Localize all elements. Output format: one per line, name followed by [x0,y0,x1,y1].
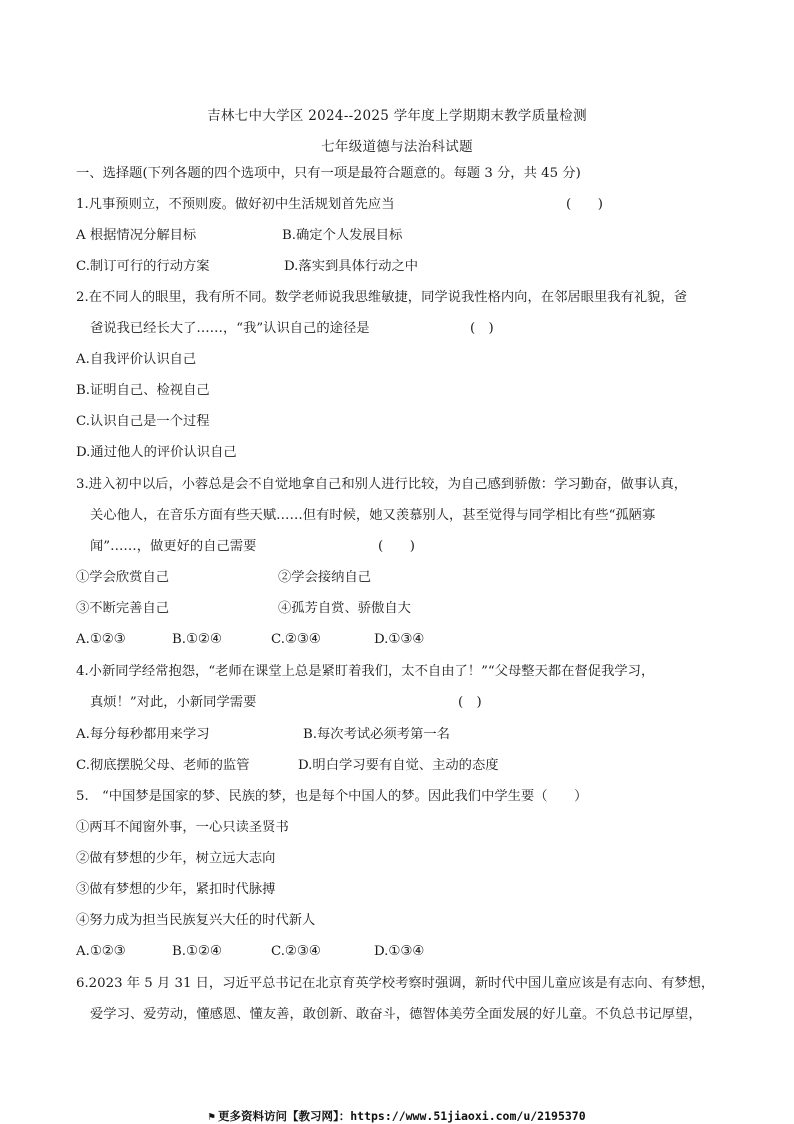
q2-option-a: A.自我评价认识自己 [76,352,197,367]
q2-option-b: B.证明自己、检视自己 [76,383,210,398]
q3-stem-line3: 闻”……，做更好的自己需要 [90,539,257,554]
q3-option-d: D.①③④ [374,632,425,647]
q1-option-c: C.制订可行的行动方案 [76,259,210,274]
q2-option-d: D.通过他人的评价认识自己 [76,445,237,460]
q4-stem-line1: 4.小新同学经常抱怨，“老师在课堂上总是紧盯着我们，太不自由了！”“父母整天都在督促我学习， [76,664,655,679]
q5-option-c: C.②③④ [271,944,321,959]
q5-stem: 5. “中国梦是国家的梦、民族的梦，也是每个中国人的梦。因此我们中学生要（ ） [76,789,588,804]
q3-stem-line1: 3.进入初中以后，小蓉总是会不自觉地拿自己和别人进行比较，为自己感到骄傲：学习勤奋，做事认真， [76,477,688,492]
q1-option-a: A 根据情况分解目标 [76,228,197,243]
q1-option-d: D.落实到具体行动之中 [284,259,419,274]
q4-answer-paren: ( ) [458,695,482,710]
q5-option-a: A.①②③ [76,944,126,959]
q3-statement-1: ①学会欣赏自己 [76,570,170,585]
q4-option-b: B.每次考试必须考第一名 [303,727,450,742]
flag-icon: ⚑ [208,1110,215,1123]
q3-option-b: B.①②④ [172,632,222,647]
q5-statement-4: ④努力成为担当民族复兴大任的时代新人 [76,913,316,928]
q3-option-a: A.①②③ [76,632,126,647]
footer-link-text[interactable]: 更多资料访问【教习网】：https://www.51jiaoxi.com/u/2195370 [217,1109,586,1123]
q5-statement-2: ②做有梦想的少年，树立远大志向 [76,851,276,866]
q5-option-d: D.①③④ [374,944,425,959]
q2-stem-line1: 2.在不同人的眼里，我有所不同。数学老师说我思维敏捷，同学说我性格内向，在邻居眼里我有礼貌，爸 [76,290,688,305]
q1-stem: 1.凡事预则立，不预则废。做好初中生活规划首先应当 [76,197,395,212]
q5-statement-1: ①两耳不闻窗外事，一心只读圣贤书 [76,820,289,835]
q4-stem-line2: 真烦！”对此，小新同学需要 [90,695,257,710]
q1-answer-paren: ( ) [566,197,603,212]
q3-answer-paren: ( ) [378,539,415,554]
q3-statement-3: ③不断完善自己 [76,601,170,616]
q3-statement-4: ④孤芳自赏、骄傲自大 [278,601,411,616]
footer-link-line[interactable] [0,1108,794,1124]
exam-subtitle: 七年级道德与法治科试题 [321,139,473,155]
q5-statement-3: ③做有梦想的少年，紧扣时代脉搏 [76,882,276,897]
q4-option-c: C.彻底摆脱父母、老师的监管 [76,758,250,773]
q4-option-a: A.每分每秒都用来学习 [76,727,210,742]
q2-option-c: C.认识自己是一个过程 [76,414,210,429]
q6-stem-line2: 爱学习、爱劳动，懂感恩、懂友善，敢创新、敢奋斗，德智体美劳全面发展的好儿童。不负总书记厚望， [90,1007,702,1022]
q1-option-b: B.确定个人发展目标 [282,228,403,243]
q3-stem-line2: 关心他人，在音乐方面有些天赋……但有时候，她又羡慕别人，甚至觉得与同学相比有些“孤陋寡 [90,508,656,523]
q5-option-b: B.①②④ [172,944,222,959]
q2-stem-line2: 爸说我已经长大了……，“我”认识自己的途径是 [90,321,370,336]
section-heading: 一、选择题(下列各题的四个选项中，只有一项是最符合题意的。每题 3 分，共 45 分) [76,166,581,181]
q3-statement-2: ②学会接纳自己 [278,570,372,585]
q3-option-c: C.②③④ [271,632,321,647]
q6-stem-line1: 6.2023 年 5 月 31 日，习近平总书记在北京育英学校考察时强调，新时代中国儿童应该是有志向、有梦想， [76,976,715,991]
q2-answer-paren: ( ) [470,321,494,336]
exam-title: 吉林七中大学区 2024--2025 学年度上学期期末教学质量检测 [207,108,587,124]
q4-option-d: D.明白学习要有自觉、主动的态度 [298,758,499,773]
